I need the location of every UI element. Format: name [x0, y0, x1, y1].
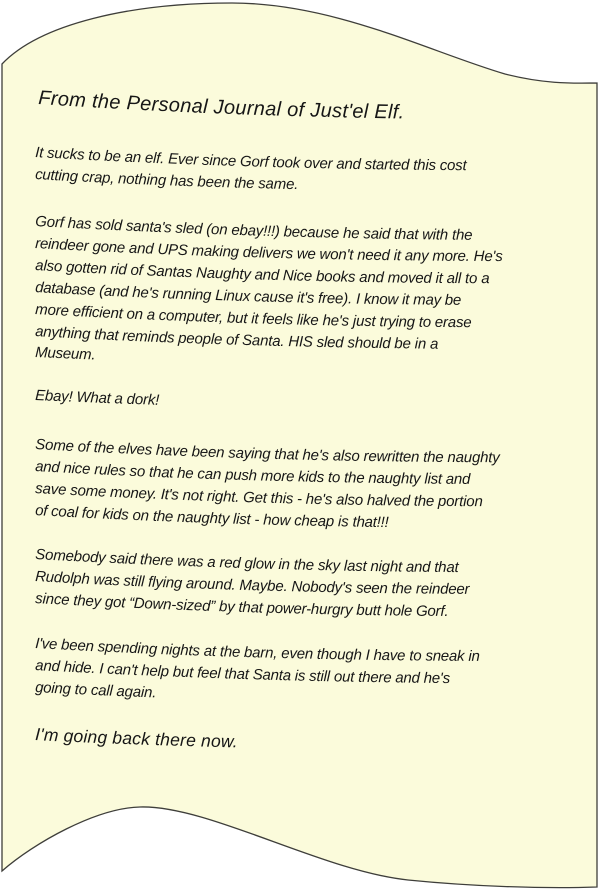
journal-line: Some of the elves have been saying that he's also rewritten the naughty [34, 436, 500, 467]
journal-line: Museum. [34, 344, 96, 364]
journal-line: save some money. It's not right. Get this - he's also halved the portion [34, 480, 483, 511]
journal-line: database (and he's running Linux cause it's free). I know it may be [34, 279, 462, 309]
journal-line: Gorf has sold santa's sled (on ebay!!!) because he said that with the [34, 213, 473, 244]
journal-line: also gotten rid of Santas Naughty and Nice books and moved it all to a [34, 257, 490, 288]
journal-line: Rudolph was still flying around. Maybe. Nobody's seen the reindeer [34, 568, 470, 598]
journal-line: cutting crap, nothing has been the same. [34, 166, 299, 194]
journal-closing-line: I'm going back there now. [34, 724, 239, 752]
journal-line: anything that reminds people of Santa. HIS sled should be in a [34, 323, 439, 353]
journal-line: Somebody said there was a red glow in the sky last night and that [34, 546, 459, 577]
journal-title: From the Personal Journal of Just'el Elf. [37, 87, 405, 124]
journal-line: since they got “Down-sized” by that power-hurgry butt hole Gorf. [34, 590, 449, 621]
journal-line: of coal for kids on the naughty list - how cheap is that!!! [34, 502, 389, 532]
journal-line: going to call again. [34, 679, 157, 702]
journal-line: and nice rules so that he can push more kids to the naughty list and [34, 458, 471, 488]
journal-line: I've been spending nights at the barn, even though I have to sneak in [34, 635, 480, 665]
journal-line: reindeer gone and UPS making delivers we won't need it any more. He's [34, 235, 503, 266]
journal-line: more efficient on a computer, but it feels like he's just trying to erase [34, 301, 472, 332]
journal-line: It sucks to be an elf. Ever since Gorf took over and started this cost [34, 144, 467, 175]
journal-line: Ebay! What a dork! [34, 387, 160, 409]
journal-line: and hide. I can't help but feel that Santa is still out there and he's [34, 657, 450, 688]
